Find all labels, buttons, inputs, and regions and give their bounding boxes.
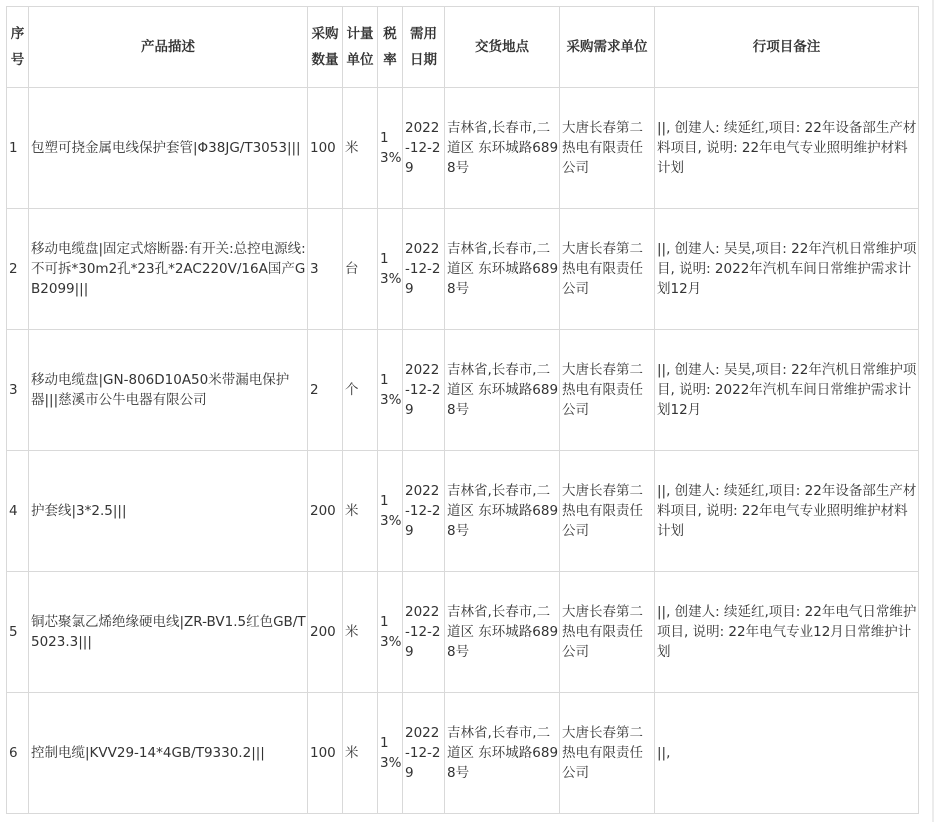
- cell-org: 大唐长春第二热电有限责任公司: [560, 451, 655, 572]
- cell-product: 移动电缆盘|固定式熔断器:有开关:总控电源线:不可拆*30m2孔*23孔*2AC220V/16A国产GB2099|||: [29, 209, 308, 330]
- cell-date: 2022-12-29: [403, 209, 445, 330]
- header-org: 采购需求单位: [560, 7, 655, 88]
- cell-date: 2022-12-29: [403, 330, 445, 451]
- cell-tax: 13%: [378, 693, 403, 814]
- table-row: [7, 572, 919, 693]
- cell-org: 大唐长春第二热电有限责任公司: [560, 88, 655, 209]
- cell-qty: 100: [308, 693, 343, 814]
- cell-place: 吉林省,长春市,二道区 东环城路6898号: [445, 88, 560, 209]
- cell-unit: 个: [343, 330, 378, 451]
- cell-qty: 100: [308, 88, 343, 209]
- cell-tax: 13%: [378, 451, 403, 572]
- cell-place: 吉林省,长春市,二道区 东环城路6898号: [445, 451, 560, 572]
- cell-note: ||, 创建人: 吴昊,项目: 22年汽机日常维护项目, 说明: 2022年汽机车间日常维护需求计划12月: [655, 330, 919, 451]
- cell-unit: 米: [343, 693, 378, 814]
- cell-unit: 台: [343, 209, 378, 330]
- header-note: 行项目备注: [655, 7, 919, 88]
- cell-org: 大唐长春第二热电有限责任公司: [560, 330, 655, 451]
- cell-note: ||, 创建人: 续延红,项目: 22年设备部生产材料项目, 说明: 22年电气专业照明维护材料计划: [655, 88, 919, 209]
- cell-place: 吉林省,长春市,二道区 东环城路6898号: [445, 209, 560, 330]
- cell-qty: 200: [308, 572, 343, 693]
- cell-product: 铜芯聚氯乙烯绝缘硬电线|ZR-BV1.5红色GB/T5023.3|||: [29, 572, 308, 693]
- cell-seq: 3: [7, 330, 29, 451]
- table-row: [7, 88, 919, 209]
- header-unit: 计量 单位: [343, 7, 378, 88]
- cell-unit: 米: [343, 572, 378, 693]
- cell-seq: 4: [7, 451, 29, 572]
- table-row: [7, 693, 919, 814]
- cell-date: 2022-12-29: [403, 88, 445, 209]
- cell-place: 吉林省,长春市,二道区 东环城路6898号: [445, 572, 560, 693]
- cell-note: ||, 创建人: 续延红,项目: 22年设备部生产材料项目, 说明: 22年电气专业照明维护材料计划: [655, 451, 919, 572]
- cell-note: ||,: [655, 693, 919, 814]
- cell-org: 大唐长春第二热电有限责任公司: [560, 693, 655, 814]
- cell-unit: 米: [343, 88, 378, 209]
- table-row: [7, 330, 919, 451]
- cell-tax: 13%: [378, 330, 403, 451]
- cell-date: 2022-12-29: [403, 572, 445, 693]
- cell-seq: 5: [7, 572, 29, 693]
- cell-org: 大唐长春第二热电有限责任公司: [560, 209, 655, 330]
- cell-seq: 2: [7, 209, 29, 330]
- header-tax: 税 率: [378, 7, 403, 88]
- cell-place: 吉林省,长春市,二道区 东环城路6898号: [445, 693, 560, 814]
- cell-qty: 2: [308, 330, 343, 451]
- cell-note: ||, 创建人: 续延红,项目: 22年电气日常维护项目, 说明: 22年电气专业12月日常维护计划: [655, 572, 919, 693]
- cell-tax: 13%: [378, 209, 403, 330]
- cell-place: 吉林省,长春市,二道区 东环城路6898号: [445, 330, 560, 451]
- cell-product: 控制电缆|KVV29-14*4GB/T9330.2|||: [29, 693, 308, 814]
- cell-unit: 米: [343, 451, 378, 572]
- cell-product: 包塑可挠金属电线保护套管|Φ38JG/T3053|||: [29, 88, 308, 209]
- header-product: 产品描述: [29, 7, 308, 88]
- table-body: [7, 88, 919, 814]
- header-seq: 序 号: [7, 7, 29, 88]
- cell-product: 移动电缆盘|GN-806D10A50米带漏电保护器|||慈溪市公牛电器有限公司: [29, 330, 308, 451]
- table-row: [7, 209, 919, 330]
- cell-date: 2022-12-29: [403, 451, 445, 572]
- cell-tax: 13%: [378, 572, 403, 693]
- header-date: 需用 日期: [403, 7, 445, 88]
- header-row: [7, 7, 919, 88]
- cell-org: 大唐长春第二热电有限责任公司: [560, 572, 655, 693]
- cell-note: ||, 创建人: 吴昊,项目: 22年汽机日常维护项目, 说明: 2022年汽机车间日常维护需求计划12月: [655, 209, 919, 330]
- cell-seq: 6: [7, 693, 29, 814]
- procurement-table: [6, 6, 919, 814]
- cell-qty: 3: [308, 209, 343, 330]
- header-place: 交货地点: [445, 7, 560, 88]
- header-qty: 采购 数量: [308, 7, 343, 88]
- cell-product: 护套线|3*2.5|||: [29, 451, 308, 572]
- cell-tax: 13%: [378, 88, 403, 209]
- cell-date: 2022-12-29: [403, 693, 445, 814]
- cell-seq: 1: [7, 88, 29, 209]
- cell-qty: 200: [308, 451, 343, 572]
- table-row: [7, 451, 919, 572]
